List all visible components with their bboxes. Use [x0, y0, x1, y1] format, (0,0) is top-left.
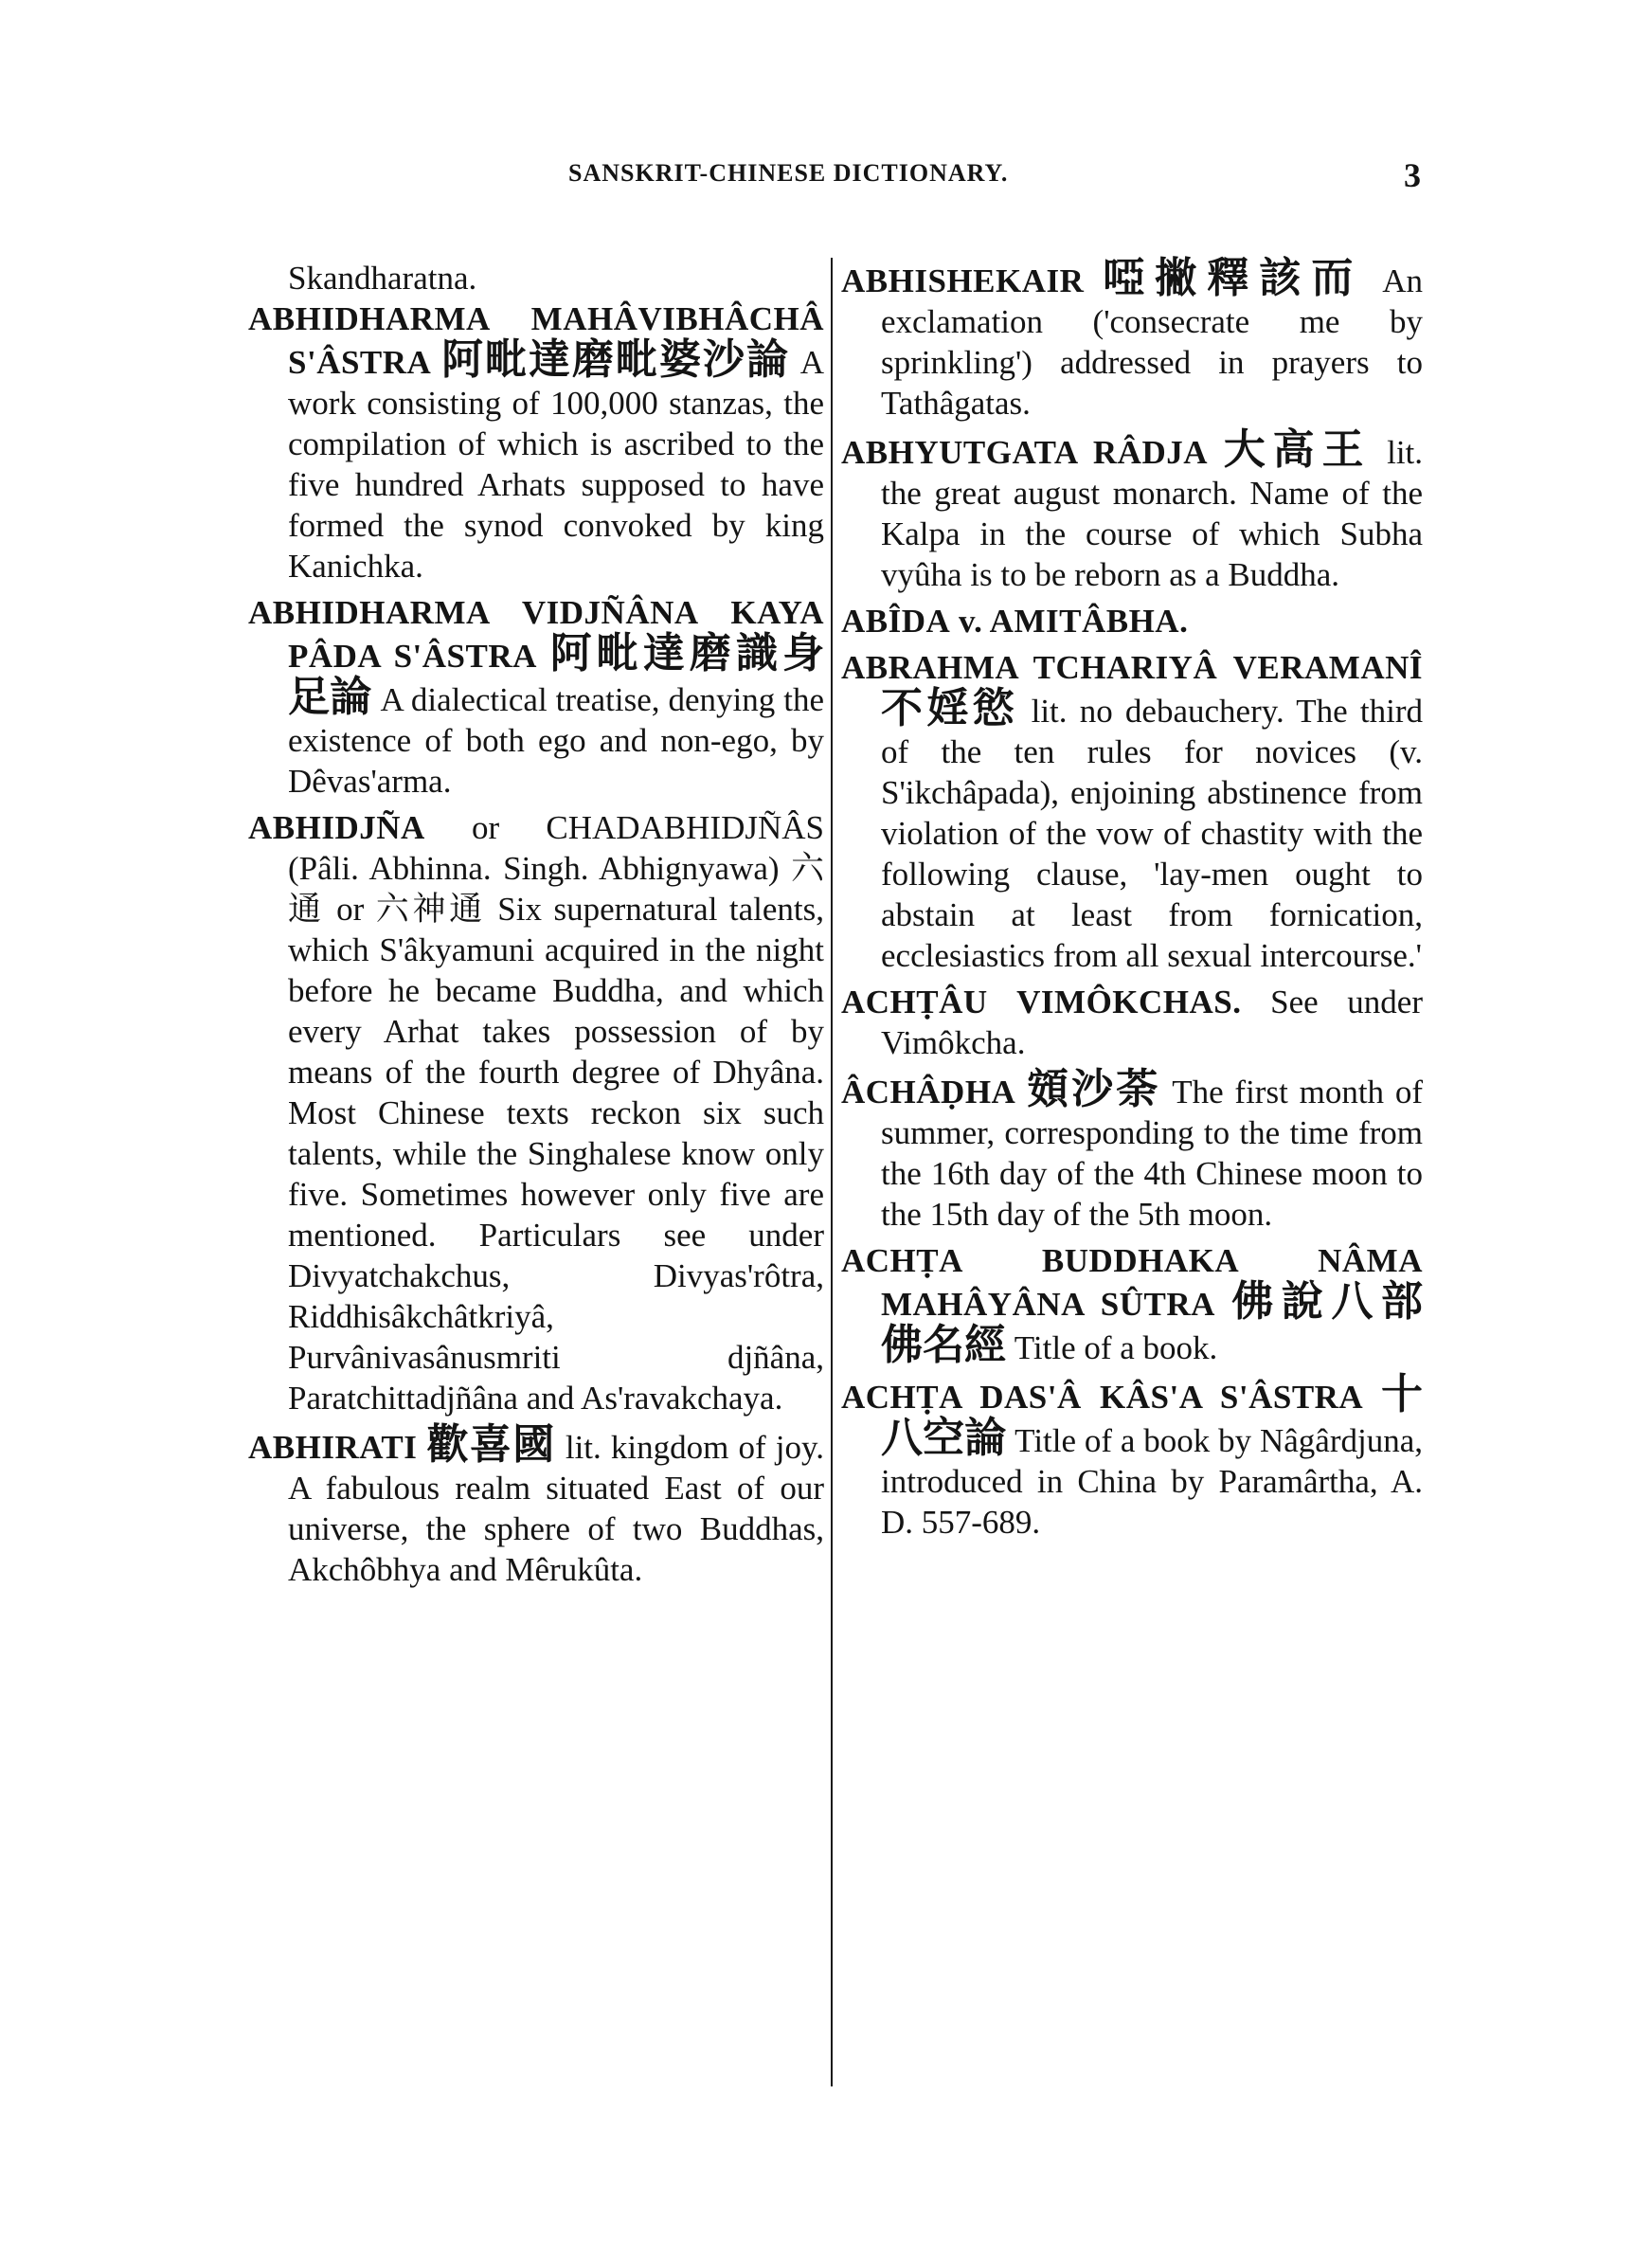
entry-chinese: 不婬慾 [881, 684, 1019, 732]
entry-chinese: 佛說八部佛名經 [881, 1277, 1424, 1369]
entry-chinese: 歡喜國 [426, 1420, 556, 1469]
entry-headword: ACHṬA DAS'Â KÂS'A S'ÂSTRA [841, 1379, 1364, 1416]
entry-headword: ACHṬA BUDDHAKA NÂMA MAHÂYÂNA SÛTRA [841, 1242, 1423, 1323]
dictionary-entry [841, 647, 1423, 976]
left-column [248, 258, 824, 1596]
entry-definition: lit. kingdom of joy. A fabulous realm situated East of our universe, the sphere of two Buddhas, Akchôbhya and Mêrukûta. [288, 1429, 824, 1588]
entry-headword: ABRAHMA TCHARIYÂ VERAMANÎ [841, 649, 1423, 686]
entry-definition: lit. no debauchery. The third of the ten rules for novices (v. S'ikchâpada), enjoining abstinence from violation of the vow of chastity with the following clause, 'lay-men ought to abstain at least from fornication, ecclesiastics from all sexual intercourse.' [881, 693, 1424, 974]
entry-chinese: 阿毗達磨識身足論 [288, 629, 825, 721]
entry-headword: ABHIDJÑA [248, 809, 425, 846]
dictionary-entry [841, 601, 1423, 641]
dictionary-entry [248, 298, 824, 587]
entry-headword: ABHYUTGATA RÂDJA [841, 434, 1209, 471]
entry-definition: Skandharatna. [288, 260, 477, 297]
running-title: SANSKRIT-CHINESE DICTIONARY. [568, 159, 1009, 187]
entry-chinese: 十八空論 [881, 1370, 1424, 1462]
dictionary-entry [841, 982, 1423, 1063]
entry-definition: See under Vimôkcha. [881, 984, 1423, 1061]
entry-headword: ABHIDHARMA MAHÂVIBHÂCHÂ S'ÂSTRA [248, 300, 824, 381]
entry-headword: ABHIDHARMA VIDJÑÂNA KAYA PÂDA S'ÂSTRA [248, 594, 824, 675]
entry-headword: ACHṬÂU VIMÔKCHAS. [841, 984, 1242, 1020]
dictionary-entry [248, 1420, 824, 1590]
entry-definition: or CHADABHIDJÑÂS (Pâli. Abhinna. Singh. Abhignyawa) 六通 or 六神通 Six supernatural talents, which S'âkyamuni acquired in the night before he became Buddha, and which every Arhat takes possession of by means of the fourth degree of Dhyâna. Most Chinese texts reckon six such talents, while the Singhalese know only five. Sometimes however only five are mentioned. Particulars see under Divyatchakchus, Divyas'rôtra, Riddhisâkchâtkriyâ, Purvânivasânusmriti djñâna, Paratchittadjñâna and As'ravakchaya. [288, 809, 824, 1417]
entry-chinese: 阿毗達磨毗婆沙論 [441, 335, 790, 384]
dictionary-entry [841, 254, 1424, 424]
page-header [568, 156, 1421, 207]
entry-chinese: 頞沙荼 [1027, 1065, 1161, 1113]
entry-definition: lit. the great august monarch. Name of the Kalpa in the course of which Subha vyûha is to be reborn as a Buddha. [881, 434, 1424, 593]
entry-chinese: 啞撇釋該而 [1103, 254, 1364, 302]
dictionary-entry [841, 1240, 1423, 1368]
entry-headword: ABÎDA [841, 603, 951, 640]
dictionary-entry [248, 258, 824, 298]
page-number: 3 [1404, 156, 1421, 194]
entry-definition: A work consisting of 100,000 stanzas, the compilation of which is ascribed to the five hundred Arhats supposed to have formed the synod convoked by king Kanichka. [288, 344, 825, 585]
entry-definition: Title of a book. [1014, 1329, 1218, 1366]
dictionary-entry [248, 807, 824, 1418]
entry-headword: ÂCHÂḌHA [841, 1074, 1016, 1110]
entry-chinese: 大高王 [1223, 425, 1372, 474]
entry-definition: Title of a book by Nâgârdjuna, introduced in China by Paramârtha, A. D. 557-689. [881, 1422, 1423, 1541]
dictionary-entry [841, 1370, 1424, 1543]
dictionary-entry [841, 1065, 1424, 1235]
entry-definition: A dialectical treatise, denying the existence of both ego and non-ego, by Dêvas'arma. [288, 681, 825, 800]
entry-headword: ABHISHEKAIR [841, 262, 1085, 299]
entry-definition: v. AMITÂBHA. [959, 603, 1189, 640]
entry-definition: The first month of summer, corresponding to the time from the 16th day of the 4th Chinese moon to the 15th day of the 5th moon. [881, 1074, 1424, 1233]
dictionary-entry [248, 592, 824, 802]
entry-headword: ABHIRATI [248, 1429, 418, 1466]
column-divider [831, 258, 833, 2086]
dictionary-entry [841, 425, 1424, 595]
right-column [841, 254, 1424, 1548]
entry-definition: An exclamation ('consecrate me by sprinkling') addressed in prayers to Tathâgatas. [881, 262, 1424, 422]
